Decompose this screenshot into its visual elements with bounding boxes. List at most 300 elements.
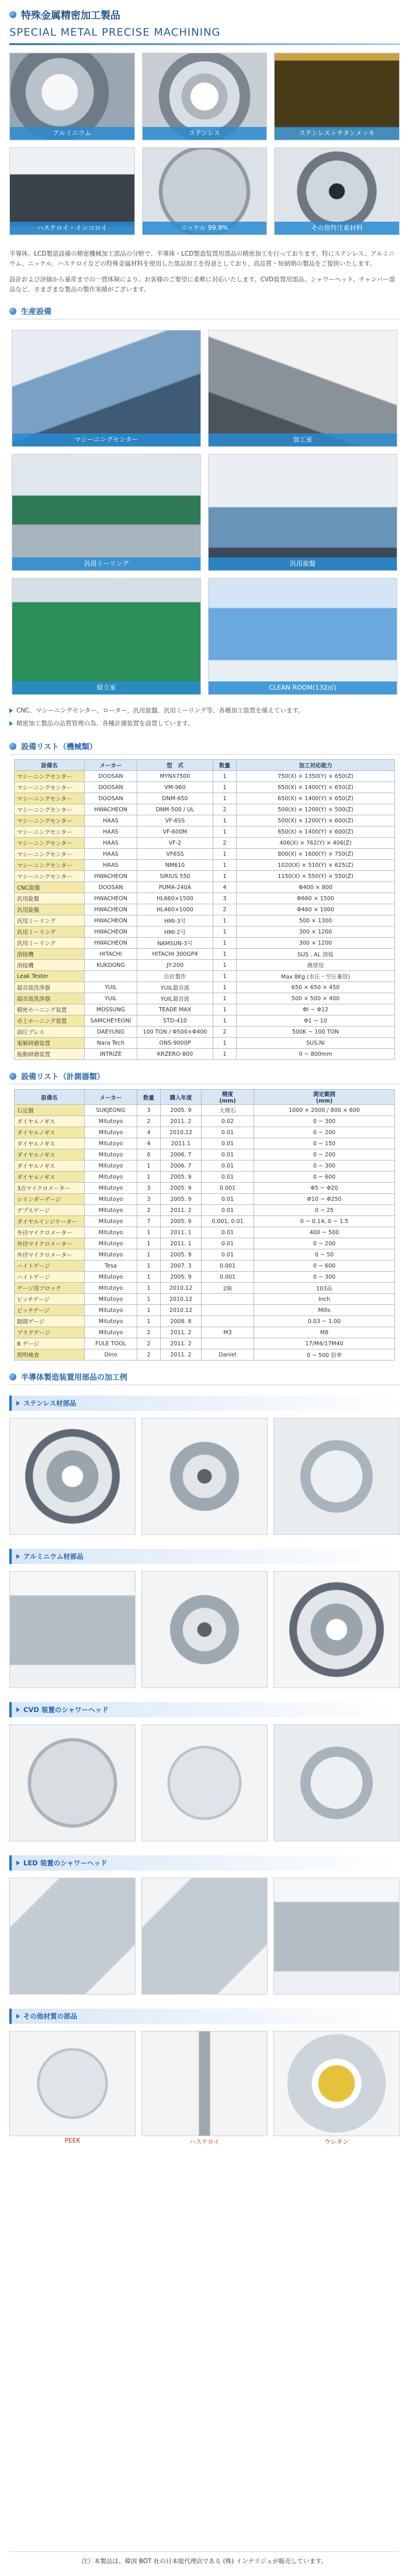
table-row xyxy=(15,993,395,1004)
table-row xyxy=(15,1216,395,1227)
arrow-icon xyxy=(16,1401,20,1406)
table-row xyxy=(15,960,395,971)
table-row xyxy=(15,1227,395,1238)
table-cell: 4 xyxy=(137,1127,161,1138)
table-cell: マシーニングセンター xyxy=(15,871,85,882)
table-row xyxy=(15,804,395,815)
table-cell: 1 xyxy=(137,1294,161,1305)
table-cell: HWACHEON xyxy=(85,938,137,949)
table-cell: ダイヤルノギス xyxy=(15,1149,85,1160)
table-row xyxy=(15,815,395,826)
subsection-other: その他材質の部品 xyxy=(9,2009,400,2024)
table-cell: HWACHEON xyxy=(85,804,137,815)
table-row xyxy=(15,826,395,838)
column-header: 型 式 xyxy=(137,760,213,771)
table-cell: 0.02 xyxy=(202,1116,254,1127)
table-cell: 1 xyxy=(213,815,237,826)
table-cell: JY-200 xyxy=(137,960,213,971)
table-row xyxy=(15,1160,395,1172)
table-cell: 800(X) × 1600(Y) × 750(Z) xyxy=(237,849,395,860)
table-cell: 500 × 500 × 400 xyxy=(237,993,395,1004)
table-cell: 汎用旋盤 xyxy=(15,904,85,915)
table-cell: 0.03 ~ 1.00 xyxy=(254,1316,395,1327)
product-tile xyxy=(9,1878,136,1995)
product-tile xyxy=(9,1571,136,1688)
table-cell: 1 xyxy=(213,793,237,804)
section-title: 生産設備 xyxy=(21,308,52,316)
table-header-row xyxy=(15,1090,395,1105)
table-row xyxy=(15,1327,395,1338)
facility-tile xyxy=(12,454,201,571)
table-cell: 2010.12 xyxy=(161,1305,202,1316)
table-cell: SIRIUS 550 xyxy=(137,871,213,882)
table-cell: 溶接機 xyxy=(15,949,85,960)
table-row xyxy=(15,1294,395,1305)
table-cell: 1 xyxy=(213,1038,237,1049)
table-cell: 2011. 2 xyxy=(161,1327,202,1338)
table-cell: ダイヤルノギス xyxy=(15,1160,85,1172)
hastelloy-part-photo xyxy=(142,2031,267,2136)
subsection-aluminum: アルミニウム材部品 xyxy=(9,1549,400,1564)
table-cell: 汎用ミーリング xyxy=(15,915,85,927)
table-cell: 2 xyxy=(137,1116,161,1127)
table-cell: 1 xyxy=(213,993,237,1004)
table-cell: 油圧プレス xyxy=(15,1027,85,1038)
table-cell: 2 xyxy=(137,1327,161,1338)
table-cell: 2 xyxy=(137,1338,161,1349)
section-title: 半導体製造装置用部品の加工例 xyxy=(21,1373,128,1382)
table-row xyxy=(15,893,395,904)
table-row xyxy=(15,1049,395,1060)
table-cell: 自社製作 xyxy=(137,971,213,982)
column-header: メーカー xyxy=(85,1090,137,1105)
table-cell: 外径マイクロメーター xyxy=(15,1249,85,1261)
table-cell: HL460×1000 xyxy=(137,904,213,915)
facility-tile xyxy=(12,330,201,447)
table-cell: ピッチゲージ xyxy=(15,1305,85,1316)
table-cell: DAEYUNG xyxy=(85,1027,137,1038)
product-tile xyxy=(9,1724,136,1841)
table-cell: ダイヤルインジケーター xyxy=(15,1216,85,1227)
table-cell: Tesa xyxy=(85,1261,137,1272)
table-cell: 500(X) × 1200(Y) × 500(Z) xyxy=(237,804,395,815)
table-cell: DOOSAN xyxy=(85,782,137,793)
stainless-part-photo xyxy=(274,1418,399,1534)
product-tile xyxy=(141,1724,268,1841)
table-cell xyxy=(85,971,137,982)
table-cell: Mitutoyo xyxy=(85,1172,137,1183)
product-tile xyxy=(273,1571,400,1688)
table-cell: 1 xyxy=(137,1238,161,1249)
table-cell: Mitutoyo xyxy=(85,1272,137,1283)
table-cell: HITACHI xyxy=(85,949,137,960)
table-row xyxy=(15,1105,395,1116)
table-cell: 500(X) × 1200(Y) × 600(Z) xyxy=(237,815,395,826)
table-cell: 石定盤 xyxy=(15,1105,85,1116)
urethane-part-photo xyxy=(274,2031,399,2136)
product-tile xyxy=(141,2031,268,2136)
table-cell: 汎用旋盤 xyxy=(15,893,85,904)
material-caption: その他特注素材料 xyxy=(275,222,399,235)
column-header: 設備名 xyxy=(15,760,85,771)
material-caption: アルミニウム xyxy=(10,127,134,140)
table-cell: HAAS xyxy=(85,826,137,838)
table-cell: Mitutoyo xyxy=(85,1294,137,1305)
subsection-led: LED 装置のシャワーヘッド xyxy=(9,1855,400,1871)
table-cell: NAMSUN-3号 xyxy=(137,938,213,949)
arrow-icon xyxy=(9,721,13,726)
table-cell: 電解研磨装置 xyxy=(15,1038,85,1049)
table-cell: 隙間ゲージ xyxy=(15,1316,85,1327)
table-row xyxy=(15,1349,395,1361)
table-row xyxy=(15,1316,395,1327)
table-cell: HAAS xyxy=(85,838,137,849)
table-cell: 2005. 9 xyxy=(161,1183,202,1194)
section-title: 設備リスト（機械類） xyxy=(21,743,97,752)
table-cell: Mitutoyo xyxy=(85,1194,137,1205)
table-cell: HAAS xyxy=(85,849,137,860)
table-header-row xyxy=(15,760,395,771)
column-header: 測定範囲 (mm) xyxy=(254,1090,395,1105)
column-header: 精度 (mm) xyxy=(202,1090,254,1105)
section-heading-facilities xyxy=(9,305,400,319)
table-cell: 2 xyxy=(213,1027,237,1038)
column-header: 数量 xyxy=(213,760,237,771)
table-cell: 2008. 8 xyxy=(161,1316,202,1327)
table-cell: SUKJEONG xyxy=(85,1105,137,1116)
facility-caption: 組立室 xyxy=(12,681,200,694)
table-cell: 0.01 xyxy=(202,1205,254,1216)
table-cell: 500K ~ 100 TON xyxy=(237,1027,395,1038)
equipment-table xyxy=(14,759,395,1060)
table-cell: M8 xyxy=(254,1327,395,1338)
table-cell: NM610 xyxy=(137,860,213,871)
table-cell: 2011. 2 xyxy=(161,1116,202,1127)
product-item xyxy=(9,2031,136,2146)
table-cell: Dino xyxy=(85,1349,137,1361)
table-cell: MOSSUNG xyxy=(85,1004,137,1015)
table-cell: ハイトゲージ xyxy=(15,1272,85,1283)
aluminum-part-photo xyxy=(274,1572,399,1688)
other-gallery xyxy=(0,2027,409,2150)
table-cell: 6 xyxy=(137,1149,161,1160)
table-cell: 0 ~ 150 xyxy=(254,1138,395,1149)
table-cell: 1 xyxy=(137,1172,161,1183)
table-cell: 0 ~ 0.14, 0 ~ 1.5 xyxy=(254,1216,395,1227)
bullet-icon xyxy=(9,743,16,750)
table-cell: Mitutoyo xyxy=(85,1216,137,1227)
materials-gallery xyxy=(0,47,409,241)
table-cell: YUIL xyxy=(85,993,137,1004)
table-cell: 2011. 1 xyxy=(161,1227,202,1238)
cvd-gallery xyxy=(0,1721,409,1845)
table-cell: 溶接機 xyxy=(15,960,85,971)
table-cell: 2006. 7 xyxy=(161,1149,202,1160)
material-tile xyxy=(274,53,400,140)
table-cell: 0 ~ 200 xyxy=(254,1238,395,1249)
aluminum-gallery xyxy=(0,1568,409,1692)
table-cell: TEADE MAX xyxy=(137,1004,213,1015)
table-cell xyxy=(202,1294,254,1305)
header-divider xyxy=(9,43,400,45)
table-cell: 0 ~ 300 xyxy=(254,1116,395,1127)
table-cell: 1 xyxy=(137,1283,161,1294)
measurement-table-body xyxy=(15,1105,395,1361)
column-header: メーカー xyxy=(85,760,137,771)
table-cell: DNM-650 xyxy=(137,793,213,804)
table-cell: HAAS xyxy=(85,815,137,826)
table-cell: 2005. 9 xyxy=(161,1216,202,1227)
table-cell: FULE TOOL xyxy=(85,1338,137,1349)
table-cell: VM-960 xyxy=(137,782,213,793)
table-cell: マシーニングセンター xyxy=(15,838,85,849)
stainless-part-photo xyxy=(142,1418,267,1534)
table-cell: 650(X) × 1400(Y) × 650(Z) xyxy=(237,782,395,793)
facility-caption: 汎用旋盤 xyxy=(209,557,397,570)
table-cell: 1 xyxy=(213,1049,237,1060)
table-cell: ダイヤルノギス xyxy=(15,1127,85,1138)
product-tile xyxy=(273,1878,400,1995)
table-cell: 0 ~ 300 xyxy=(254,1272,395,1283)
table-cell: 0 ~ 200 xyxy=(254,1127,395,1138)
table-cell: HL660×1500 xyxy=(137,893,213,904)
section-title: 設備リスト（計測器類） xyxy=(21,1073,105,1082)
table-cell: 100 TON / Φ500×Φ400 xyxy=(137,1027,213,1038)
table-row xyxy=(15,882,395,893)
table-cell: 1 xyxy=(213,1004,237,1015)
table-cell: 外径マイクロメーター xyxy=(15,1227,85,1238)
table-cell: 2 xyxy=(213,904,237,915)
facility-caption: マシーニングセンター xyxy=(12,433,200,446)
table-cell: 0 ~ 300 xyxy=(254,1160,395,1172)
table-cell: SUS . AL 溶接 xyxy=(237,949,395,960)
table-cell: 0 ~ 800mm xyxy=(237,1049,395,1060)
table-cell: Max 8Kg (水圧・空圧兼用) xyxy=(237,971,395,982)
table-cell: 0.01 xyxy=(202,1238,254,1249)
table-cell: 1 xyxy=(137,1261,161,1272)
table-cell: SUS,Ni xyxy=(237,1038,395,1049)
machining-center-photo xyxy=(12,330,200,446)
table-cell: ハイトゲージ xyxy=(15,1261,85,1272)
table-cell: 超音波洗浄器 xyxy=(15,982,85,993)
table-cell: M3 xyxy=(202,1327,254,1338)
table-row xyxy=(15,1261,395,1272)
product-tile xyxy=(141,1878,268,1995)
table-cell: 2005. 9 xyxy=(161,1272,202,1283)
clean-room-photo xyxy=(209,578,397,694)
facilities-gallery xyxy=(0,324,409,701)
table-cell: 1000 × 2000 / 800 × 600 xyxy=(254,1105,395,1116)
table-row xyxy=(15,793,395,804)
table-cell: 0.001 xyxy=(202,1272,254,1283)
table-row xyxy=(15,849,395,860)
table-cell: 1 xyxy=(137,1272,161,1283)
table-cell: 500 × 1300 xyxy=(237,915,395,927)
table-cell: YUIL超音波 xyxy=(137,982,213,993)
product-label: ハステロイ xyxy=(189,2138,220,2145)
bullet-icon xyxy=(9,308,16,315)
table-row xyxy=(15,1127,395,1138)
table-cell: マシーニングセンター xyxy=(15,826,85,838)
table-cell: 2005. 9 xyxy=(161,1105,202,1116)
table-cell: 0.01 xyxy=(202,1227,254,1238)
table-cell: 1 xyxy=(213,938,237,949)
section-heading-examples xyxy=(9,1371,400,1385)
shower-head-photo xyxy=(10,1878,135,1994)
table-cell: ダイヤルノギス xyxy=(15,1138,85,1149)
table-cell: 卓上ホーニング装置 xyxy=(15,1015,85,1027)
stainless-part-photo xyxy=(10,1418,135,1534)
table-cell: 2011.1 xyxy=(161,1138,202,1149)
peek-part-photo xyxy=(10,2031,135,2136)
table-cell: 2010.12 xyxy=(161,1127,202,1138)
table-cell: マシーニングセンター xyxy=(15,815,85,826)
table-cell: 0.01 xyxy=(202,1194,254,1205)
table-row xyxy=(15,1272,395,1283)
intro-paragraph: 半導体、LCD製造設備の精密機械加工部品の分野で、半導体・LCD製造装置用部品の精密加工を行っております。特にステンレス、アルミニウム、ニッケル、ハステロイなどの特殊金属材料を使用した部品加工を得意としており、高品質・短納期の製品をご提供いたします。 xyxy=(9,250,395,267)
table-cell: HMI-3号 xyxy=(137,915,213,927)
table-row xyxy=(15,915,395,927)
measurement-table xyxy=(14,1089,395,1361)
arrow-icon xyxy=(16,2014,20,2019)
table-cell xyxy=(202,1316,254,1327)
table-cell: YUIL超音波 xyxy=(137,993,213,1004)
table-cell: 2005. 9 xyxy=(161,1172,202,1183)
shower-head-photo xyxy=(10,1725,135,1841)
table-cell: Mitutoyo xyxy=(85,1238,137,1249)
table-row xyxy=(15,904,395,915)
column-header: 設備名 xyxy=(15,1090,85,1105)
table-cell: 3点マイクロメーター xyxy=(15,1183,85,1194)
table-cell: 1 xyxy=(213,971,237,982)
table-cell: Φ1 ~ 10 xyxy=(237,1015,395,1027)
table-cell: マシーニングセンター xyxy=(15,860,85,871)
table-row xyxy=(15,927,395,938)
aluminum-part-photo xyxy=(10,1572,135,1688)
table-cell: 2 xyxy=(213,838,237,849)
list-item: 精密加工製品の品質管理の為、各種計測装置を設置しています。 xyxy=(9,717,400,730)
table-cell: 汎用ミーリング xyxy=(15,938,85,949)
table-cell: 1 xyxy=(213,771,237,782)
table-cell: マシーニングセンター xyxy=(15,771,85,782)
table-cell: 振動研磨装置 xyxy=(15,1049,85,1060)
table-cell: HAAS xyxy=(85,860,137,871)
product-label: PEEK xyxy=(64,2137,81,2144)
table-cell: Daniel xyxy=(202,1349,254,1361)
table-cell: 0 ~ 200 xyxy=(254,1149,395,1160)
table-row xyxy=(15,1138,395,1149)
table-cell: Mitutoyo xyxy=(85,1138,137,1149)
assembly-room-photo xyxy=(12,578,200,694)
table-cell: KUKDONG xyxy=(85,960,137,971)
table-cell: 超音波洗浄器 xyxy=(15,993,85,1004)
table-cell: 1 xyxy=(213,782,237,793)
table-cell xyxy=(202,1338,254,1349)
table-cell: 1 xyxy=(213,849,237,860)
aluminum-part-photo xyxy=(142,1572,267,1688)
product-tile xyxy=(273,1418,400,1535)
table-cell: 0.001 xyxy=(202,1183,254,1194)
subsection-cvd: CVD 装置のシャワーヘッド xyxy=(9,1702,400,1717)
table-cell: 750(X) × 1350(Y) × 650(Z) xyxy=(237,771,395,782)
table-cell: 0 ~ 600 xyxy=(254,1172,395,1183)
stainless-gallery xyxy=(0,1414,409,1538)
table-cell: デプスゲージ xyxy=(15,1205,85,1216)
facility-caption: 汎用ミーリング xyxy=(12,557,200,570)
product-tile xyxy=(9,2031,136,2136)
table-cell: マシーニングセンター xyxy=(15,793,85,804)
table-cell: 0 ~ 500 倍率 xyxy=(254,1349,395,1361)
arrow-icon xyxy=(16,1554,20,1559)
product-tile xyxy=(141,1418,268,1535)
table-cell: VF-600M xyxy=(137,826,213,838)
table-cell: 650(X) × 1400(Y) × 600(Z) xyxy=(237,826,395,838)
table-cell: HITACHI 300GP4 xyxy=(137,949,213,960)
table-cell: 1 xyxy=(213,860,237,871)
table-cell: Mills xyxy=(254,1305,395,1316)
material-caption: ニッケル 99.9% xyxy=(143,222,267,235)
material-caption: ステンレス xyxy=(143,127,267,140)
table-cell: Mitutoyo xyxy=(85,1183,137,1194)
product-tile xyxy=(141,1571,268,1688)
table-cell: 0 ~ 25 xyxy=(254,1205,395,1216)
page-title: 特殊金属精密加工製品 xyxy=(21,10,120,22)
table-row xyxy=(15,1249,395,1261)
table-cell: 650 × 650 × 450 xyxy=(237,982,395,993)
table-cell: MYNX7500 xyxy=(137,771,213,782)
section-heading-equipment xyxy=(9,741,400,755)
table-row xyxy=(15,1283,395,1294)
table-cell: ダイヤルノギス xyxy=(15,1116,85,1127)
table-cell: 2 xyxy=(213,804,237,815)
product-item xyxy=(273,2031,400,2146)
table-cell: YUIL xyxy=(85,982,137,993)
facility-tile xyxy=(208,454,397,571)
table-cell: 0.01 xyxy=(202,1127,254,1138)
table-cell: 0.001, 0.01 xyxy=(202,1216,254,1227)
table-cell: HWACHEON xyxy=(85,927,137,938)
table-cell: 1 xyxy=(213,960,237,971)
table-cell: ゲージ用ブロック xyxy=(15,1283,85,1294)
table-cell: 1 xyxy=(137,1305,161,1316)
material-tile xyxy=(9,53,135,140)
table-cell: STD-410 xyxy=(137,1015,213,1027)
table-cell: 2005. 9 xyxy=(161,1194,202,1205)
table-cell: CNC旋盤 xyxy=(15,882,85,893)
shower-head-photo xyxy=(142,1878,267,1994)
table-cell: Leak Tester xyxy=(15,971,85,982)
table-cell: R ゲージ xyxy=(15,1338,85,1349)
table-cell: Φ400 × 800 xyxy=(237,882,395,893)
table-cell: 0.01 xyxy=(202,1172,254,1183)
bullet-icon xyxy=(9,11,16,18)
table-cell: Inch xyxy=(254,1294,395,1305)
table-cell: Mitutoyo xyxy=(85,1227,137,1238)
table-cell: 1 xyxy=(213,871,237,882)
table-row xyxy=(15,938,395,949)
machining-room-photo xyxy=(209,330,397,446)
table-cell: 汎用ミーリング xyxy=(15,927,85,938)
table-cell: 2011. 2 xyxy=(161,1205,202,1216)
table-cell: Φ660 × 1500 xyxy=(237,893,395,904)
table-cell: 300 × 1200 xyxy=(237,938,395,949)
table-cell: 406(X) × 762(Y) × 406(Z) xyxy=(237,838,395,849)
table-row xyxy=(15,982,395,993)
table-row xyxy=(15,949,395,960)
table-row xyxy=(15,1205,395,1216)
shower-head-photo xyxy=(142,1725,267,1841)
lathe-photo xyxy=(209,454,397,570)
